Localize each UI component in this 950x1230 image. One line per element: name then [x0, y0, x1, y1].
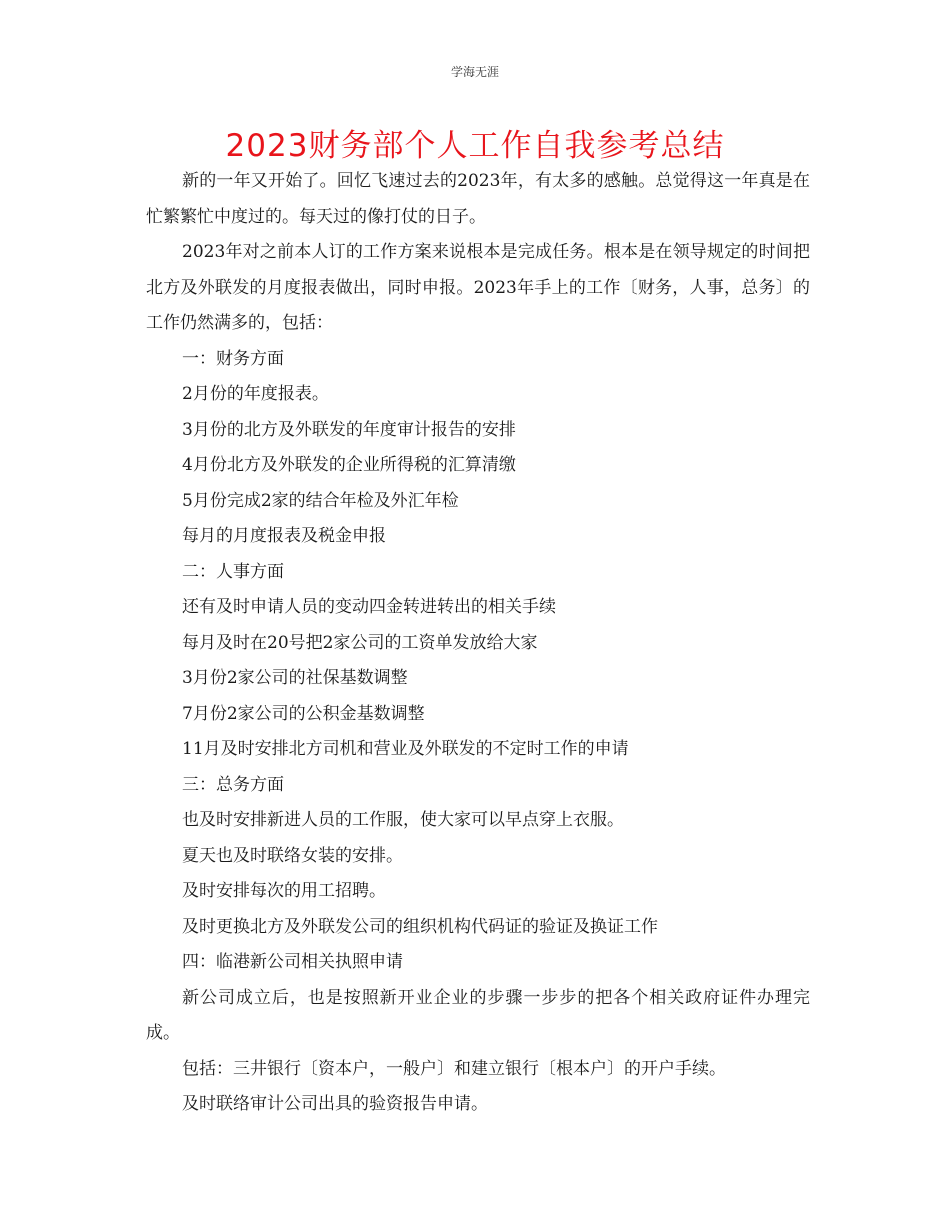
list-item: 3月份的北方及外联发的年度审计报告的安排 — [182, 419, 516, 440]
list-item: 7月份2家公司的公积金基数调整 — [182, 703, 425, 724]
document-title: 2023财务部个人工作自我参考总结 — [225, 128, 725, 164]
list-item: 每月的月度报表及税金申报 — [182, 526, 386, 546]
section-heading-general-affairs: 三：总务方面 — [182, 774, 284, 795]
list-item: 及时安排每次的用工招聘。 — [182, 881, 386, 901]
list-item: 及时更换北方及外联发公司的组织机构代码证的验证及换证工作 — [182, 916, 658, 937]
list-item: 11月及时安排北方司机和营业及外联发的不定时工作的申请 — [182, 739, 629, 759]
list-item: 还有及时申请人员的变动四金转进转出的相关手续 — [182, 597, 556, 617]
section-heading-hr: 二：人事方面 — [182, 561, 284, 582]
section-heading-finance: 一：财务方面 — [182, 348, 284, 369]
list-item: 及时联络审计公司出具的验资报告申请。 — [182, 1094, 488, 1114]
list-item: 5月份完成2家的结合年检及外汇年检 — [182, 490, 459, 511]
list-item: 2月份的年度报表。 — [182, 384, 329, 404]
list-item: 3月份2家公司的社保基数调整 — [182, 668, 408, 688]
document-body — [146, 164, 810, 1123]
list-item: 包括：三井银行〔资本户，一般户〕和建立银行〔根本户〕的开户手续。 — [182, 1058, 726, 1079]
list-item: 每月及时在20号把2家公司的工资单发放给大家 — [182, 632, 538, 653]
list-item: 4月份北方及外联发的企业所得税的汇算清缴 — [182, 455, 516, 475]
list-item: 也及时安排新进人员的工作服，使大家可以早点穿上衣服。 — [182, 810, 624, 830]
paragraph: 2023年对之前本人订的工作方案来说根本是完成任务。根本是在领导规定的时间把北方及外联发的月度报表做出，同时申报。2023年手上的工作〔财务，人事，总务〕的工作仍然满多的，包括： — [146, 242, 810, 333]
paragraph: 新公司成立后，也是按照新开业企业的步骤一步步的把各个相关政府证件办理完成。 — [146, 987, 810, 1043]
page-header: 学海无涯 — [450, 65, 499, 79]
paragraph: 新的一年又开始了。回忆飞速过去的2023年，有太多的感触。总觉得这一年真是在忙繁繁忙中度过的。每天过的像打仗的日子。 — [146, 171, 810, 227]
list-item: 夏天也及时联络女装的安排。 — [182, 845, 403, 866]
section-heading-lingang: 四：临港新公司相关执照申请 — [182, 952, 403, 972]
